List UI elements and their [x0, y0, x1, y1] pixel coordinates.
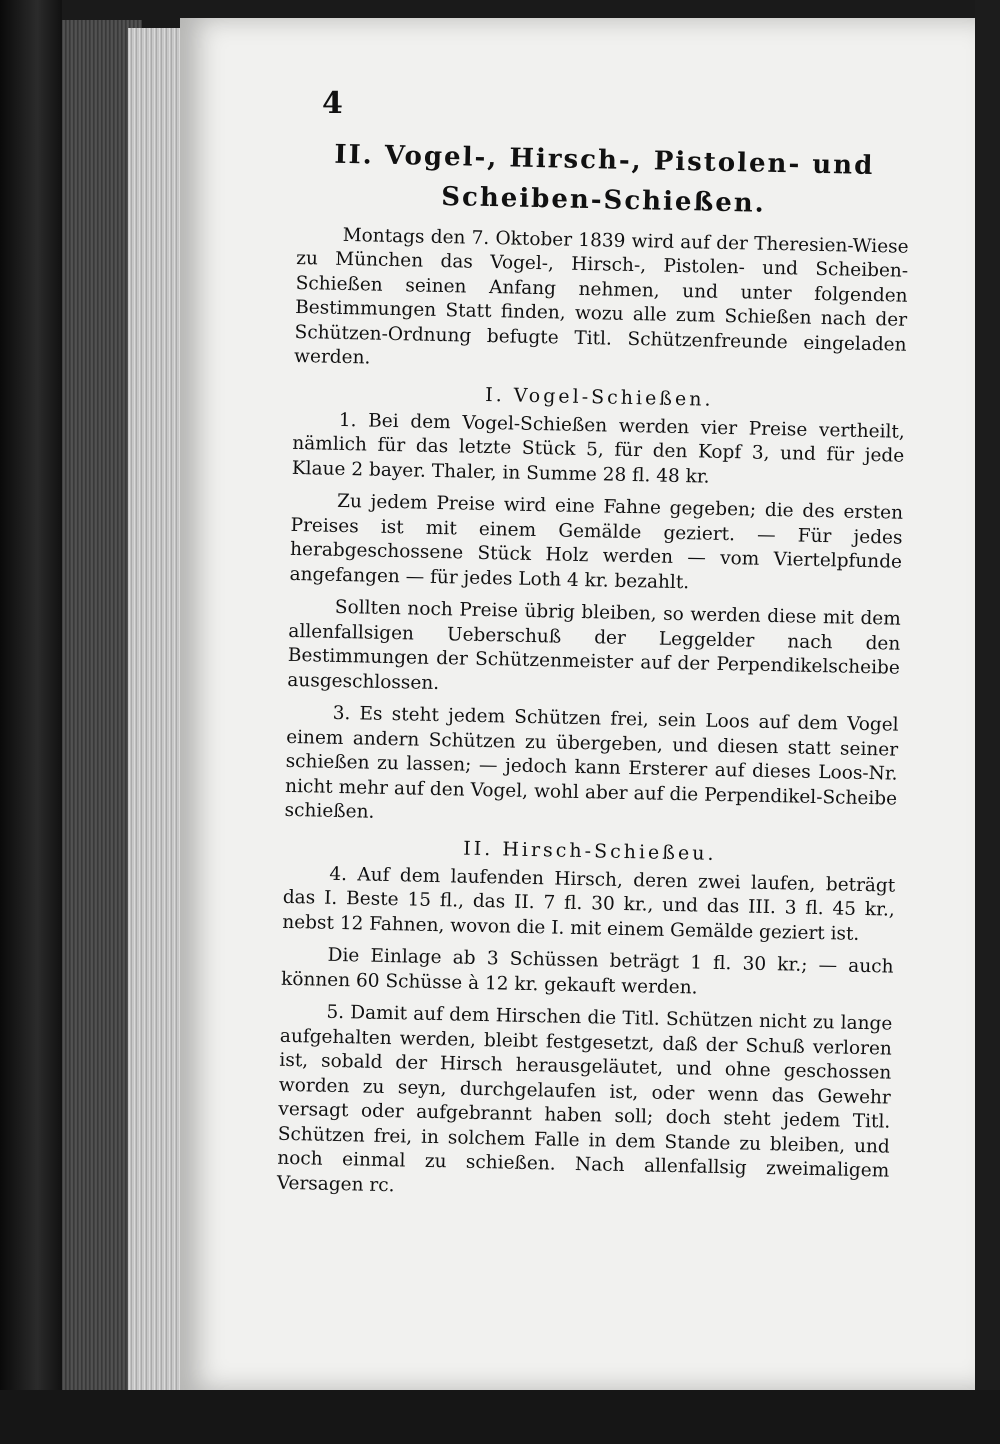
paragraph: 3. Es steht jedem Schützen frei, sein Loos auf dem Vogel einem andern Schützen zu übergeben, und diesen statt seiner schießen zu lassen; — jedoch kann Ersterer auf dieses Loos-Nr. nicht mehr auf den Vogel, wohl aber auf die Perpendikel-Scheibe schießen. — [284, 702, 899, 823]
paragraph: Die Einlage ab 3 Schüssen beträgt 1 fl. 30 kr.; — auch können 60 Schüsse à 12 kr. gekauft werden. — [280, 944, 894, 999]
section-title: II. Hirsch-Schießeu. — [463, 837, 717, 865]
scan-left-margin — [0, 0, 62, 1444]
paragraph: 5. Damit auf dem Hirschen die Titl. Schützen nicht zu lange aufgehalten werden, bleibt festgesetzt, daß der Schuß verloren ist, sobald der Hirsch herausgeläutet, und ohne geschossen worden zu seyn, durchgelaufen ist, oder wenn das Gewehr versagt oder aufgebrannt haben soll; doch steht jedem Titl. Schützen frei, in solchem Falle in dem Stande zu bleiben, und noch einmal zu schießen. Nach allenfallsig zweimaligem Versagen rc. — [276, 1001, 893, 1196]
scan-bottom-margin — [0, 1390, 1000, 1444]
intro-paragraph: Montags den 7. Oktober 1839 wird auf der Theresien-Wiese zu München das Vogel-, Hirsch-, Pistolen- und Scheiben-Schießen seinen Anfang nehmen, und unter folgenden Bestimmungen Statt finden, wozu alle zum Schießen nach der Schützen-Ordnung befugte Titl. Schützenfreunde eingeladen werden. — [293, 224, 909, 369]
page-content — [277, 78, 912, 1209]
page-number: 4 — [322, 86, 343, 121]
section-hirsch-schiessen — [277, 833, 896, 1208]
main-heading: II. Vogel-, Hirsch-, Pistolen- und Scheiben-Schießen. — [334, 139, 875, 220]
paragraph: 4. Auf dem laufenden Hirsch, deren zwei laufen, beträgt das I. Beste 15 fl., das II. 7 fl. 30 kr., und das III. 3 fl. 45 kr., nebst 12 Fahnen, wovon die I. mit einem Gemälde geziert ist. — [282, 863, 896, 945]
section-title: I. Vogel-Schießen. — [485, 383, 714, 411]
paragraph: Zu jedem Preise wird eine Fahne gegeben; die des ersten Preises ist mit einem Gemälde geziert. — Für jedes herabgeschossene Stück Holz werden — vom Viertelpfunde angefangen — für jedes Loth 4 kr. bezahlt. — [289, 490, 904, 593]
paragraph: 1. Bei dem Vogel-Schießen werden vier Preise vertheilt, nämlich für das letzte Stück 5, für den Kopf 3, und für jede Klaue 2 bayer. Thaler, in Summe 28 fl. 48 kr. — [291, 409, 905, 488]
scan-right-margin — [975, 0, 1000, 1444]
paragraph: Sollten noch Preise übrig bleiben, so werden diese mit dem allenfallsigen Ueberschuß der Leggelder nach den Bestimmungen der Schützenmeister auf der Perpendikelscheibe ausgeschlossen. — [287, 596, 902, 694]
page-stack-edge — [128, 28, 188, 1398]
section-vogel-schiessen — [284, 380, 905, 837]
